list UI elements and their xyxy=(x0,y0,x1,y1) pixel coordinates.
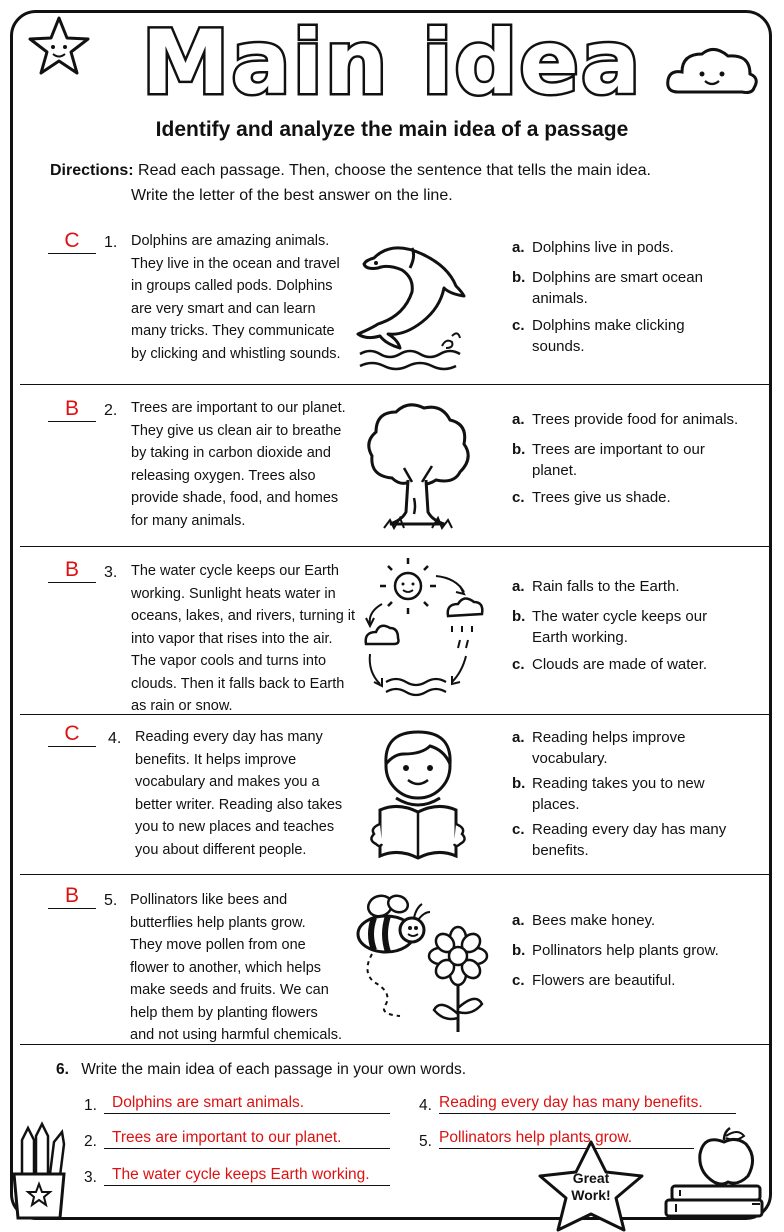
choice-letter: a. xyxy=(512,729,525,746)
writing-prompt-text: Write the main idea of each passage in your own words. xyxy=(81,1061,467,1078)
choice-letter: c. xyxy=(512,489,525,506)
choice-letter: a. xyxy=(512,912,525,929)
passage-line: you about different people. xyxy=(135,841,307,858)
choice-letter: a. xyxy=(512,578,525,595)
divider xyxy=(20,1044,770,1045)
passage-line: clouds. Then it falls back to Earth xyxy=(131,675,345,692)
choice-b[interactable] xyxy=(512,439,738,481)
passage-line: in groups called pods. Dolphins xyxy=(131,278,333,294)
passage-line: provide shade, food, and homes xyxy=(131,490,339,506)
bee-flower-icon xyxy=(352,892,492,1036)
passage-5 xyxy=(130,889,342,1047)
passage-line: The vapor cools and turns into xyxy=(131,653,327,669)
choices-3 xyxy=(512,576,707,675)
choice-letter: c. xyxy=(512,317,525,334)
passage-line: by clicking and whistling sounds. xyxy=(131,345,341,362)
choice-text xyxy=(532,409,738,430)
choice-letter: b. xyxy=(512,269,526,286)
choice-text-line: Dolphins live in pods. xyxy=(532,239,674,256)
choice-text xyxy=(532,654,707,675)
choice-text-line: sounds. xyxy=(532,338,585,355)
choice-text xyxy=(532,819,726,861)
reading-child-icon xyxy=(366,724,470,866)
passage-line: vocabulary and makes you a xyxy=(135,774,320,790)
choice-a[interactable] xyxy=(512,409,738,430)
choice-text xyxy=(532,237,674,258)
choice-a[interactable] xyxy=(512,910,719,931)
writing-number-1: 1. xyxy=(84,1097,97,1114)
question-number-2: 2. xyxy=(104,402,118,419)
writing-answer-5[interactable]: Pollinators help plants grow. xyxy=(439,1128,694,1149)
passage-line: many tricks. They communicate xyxy=(131,323,335,339)
passage-line: butterflies help plants grow. xyxy=(130,914,306,931)
choice-text xyxy=(532,315,685,357)
choice-c[interactable] xyxy=(512,487,738,508)
badge-line2: Work! xyxy=(571,1187,611,1203)
choice-text-line: Pollinators help plants grow. xyxy=(532,942,719,959)
choice-text-line: planet. xyxy=(532,462,578,479)
passage-line: help them by planting flowers xyxy=(130,1004,318,1021)
choice-b[interactable] xyxy=(512,773,726,815)
dolphin-icon xyxy=(352,238,472,374)
choice-c[interactable] xyxy=(512,819,726,861)
directions-label: Directions: xyxy=(50,162,134,179)
choice-b[interactable] xyxy=(512,940,719,961)
choice-letter: b. xyxy=(512,942,526,959)
passage-line: They give us clean air to breathe xyxy=(131,422,342,439)
choice-text-line: animals. xyxy=(532,290,588,307)
choices-1 xyxy=(512,237,703,357)
choice-letter: a. xyxy=(512,411,525,428)
badge-line1: Great xyxy=(572,1170,610,1186)
divider xyxy=(20,874,770,875)
question-number-1: 1. xyxy=(104,234,118,251)
directions-line2: Write the letter of the best answer on the line. xyxy=(131,187,453,204)
passage-line: releasing oxygen. Trees also xyxy=(131,467,316,484)
passage-2 xyxy=(131,397,346,532)
answer-blank-5[interactable]: B xyxy=(48,884,96,909)
choice-text-line: Trees give us shade. xyxy=(532,489,671,506)
passage-line: are very smart and can learn xyxy=(131,300,316,317)
choices-5 xyxy=(512,910,719,991)
passage-line: make seeds and fruits. We can xyxy=(130,982,329,998)
passage-line: into vapor that rises into the air. xyxy=(131,630,333,647)
choice-text-line: vocabulary. xyxy=(532,750,608,767)
choice-text xyxy=(532,727,685,769)
choice-letter: b. xyxy=(512,608,526,625)
choice-text-line: Reading takes you to new xyxy=(532,775,705,792)
writing-answer-4[interactable]: Reading every day has many benefits. xyxy=(439,1093,736,1114)
passage-line: better writer. Reading also takes xyxy=(135,796,343,813)
page-title: Main idea xyxy=(141,11,643,114)
choice-c[interactable] xyxy=(512,315,703,357)
writing-number-5: 5. xyxy=(419,1133,432,1150)
passage-line: Reading every day has many xyxy=(135,729,323,745)
page-subtitle: Identify and analyze the main idea of a passage xyxy=(155,118,629,141)
choice-a[interactable] xyxy=(512,727,726,769)
passage-line: as rain or snow. xyxy=(131,698,233,714)
passage-4 xyxy=(135,726,342,861)
choice-letter: b. xyxy=(512,441,526,458)
choice-text-line: Rain falls to the Earth. xyxy=(532,578,680,595)
passage-line: Trees are important to our planet. xyxy=(131,400,346,416)
choice-text xyxy=(532,970,675,991)
passage-1 xyxy=(131,230,341,365)
choices-4 xyxy=(512,727,726,861)
water-cycle-icon xyxy=(356,556,486,706)
choice-text xyxy=(532,940,719,961)
choice-text xyxy=(532,487,671,508)
writing-answer-3[interactable]: The water cycle keeps Earth working. xyxy=(104,1165,390,1186)
writing-answer-2[interactable]: Trees are important to our planet. xyxy=(104,1128,390,1149)
choice-b[interactable] xyxy=(512,267,703,309)
choice-text-line: Dolphins are smart ocean xyxy=(532,269,703,286)
passage-3 xyxy=(131,560,355,718)
choice-text-line: Trees provide food for animals. xyxy=(532,411,739,428)
writing-number-2: 2. xyxy=(84,1133,97,1150)
choice-text-line: Dolphins make clicking xyxy=(532,317,685,334)
passage-line: working. Sunlight heats water in xyxy=(131,585,336,602)
choice-text-line: Earth working. xyxy=(532,629,628,646)
choice-a[interactable] xyxy=(512,576,707,597)
writing-prompt xyxy=(56,1061,466,1079)
choice-letter: a. xyxy=(512,239,525,256)
choice-text-line: The water cycle keeps our xyxy=(532,608,708,625)
choice-text xyxy=(532,576,680,597)
choice-text-line: Bees make honey. xyxy=(532,912,656,929)
choice-text-line: benefits. xyxy=(532,842,589,859)
pencil-cup-icon xyxy=(8,1124,70,1222)
divider xyxy=(20,384,770,385)
choice-c[interactable] xyxy=(512,970,719,991)
choice-text-line: Clouds are made of water. xyxy=(532,656,708,673)
choice-text xyxy=(532,910,655,931)
choice-letter: b. xyxy=(512,775,526,792)
choice-text-line: Reading every day has many xyxy=(532,821,727,838)
writing-number-4: 4. xyxy=(419,1097,432,1114)
choice-text xyxy=(532,439,705,481)
answer-blank-3[interactable]: B xyxy=(48,558,96,583)
choice-text-line: places. xyxy=(532,796,580,813)
answer-blank-2[interactable]: B xyxy=(48,397,96,422)
apple-books-icon xyxy=(664,1128,768,1220)
choice-letter: c. xyxy=(512,821,525,838)
tree-icon xyxy=(362,402,472,534)
choice-a[interactable] xyxy=(512,237,703,258)
question-number-4: 4. xyxy=(108,730,122,747)
passage-line: The water cycle keeps our Earth xyxy=(131,563,339,579)
choice-text xyxy=(532,606,707,648)
writing-answer-1[interactable]: Dolphins are smart animals. xyxy=(104,1093,390,1114)
choice-text-line: Flowers are beautiful. xyxy=(532,972,676,989)
choice-c[interactable] xyxy=(512,654,707,675)
passage-line: flower to another, which helps xyxy=(130,959,322,976)
choice-text xyxy=(532,773,705,815)
question-number-5: 5. xyxy=(104,892,118,909)
passage-line: by taking in carbon dioxide and xyxy=(131,445,331,461)
divider xyxy=(20,714,770,715)
choice-letter: c. xyxy=(512,972,525,989)
divider xyxy=(20,546,770,547)
question-number-3: 3. xyxy=(104,564,118,581)
choice-letter: c. xyxy=(512,656,525,673)
answer-blank-1[interactable]: C xyxy=(48,229,96,254)
passage-line: Dolphins are amazing animals. xyxy=(131,233,330,249)
passage-line: for many animals. xyxy=(131,512,246,529)
answer-blank-4[interactable]: C xyxy=(48,722,96,747)
passage-line: benefits. It helps improve xyxy=(135,751,297,768)
choice-b[interactable] xyxy=(512,606,707,648)
great-work-badge xyxy=(534,1170,648,1204)
passage-line: They move pollen from one xyxy=(130,937,306,953)
choice-text-line: Trees are important to our xyxy=(532,441,705,458)
passage-line: and not using harmful chemicals. xyxy=(130,1027,342,1043)
passage-line: you to new places and teaches xyxy=(135,819,335,835)
choice-text xyxy=(532,267,703,309)
passage-line: They live in the ocean and travel xyxy=(131,255,340,272)
directions-line1: Read each passage. Then, choose the sentence that tells the main idea. xyxy=(138,162,651,179)
choices-2 xyxy=(512,409,738,508)
choice-text-line: Reading helps improve xyxy=(532,729,686,746)
directions xyxy=(50,158,651,208)
writing-number-3: 3. xyxy=(84,1169,97,1186)
passage-line: oceans, lakes, and rivers, turning it xyxy=(131,608,356,624)
writing-number: 6. xyxy=(56,1061,69,1078)
passage-line: Pollinators like bees and xyxy=(130,892,288,908)
